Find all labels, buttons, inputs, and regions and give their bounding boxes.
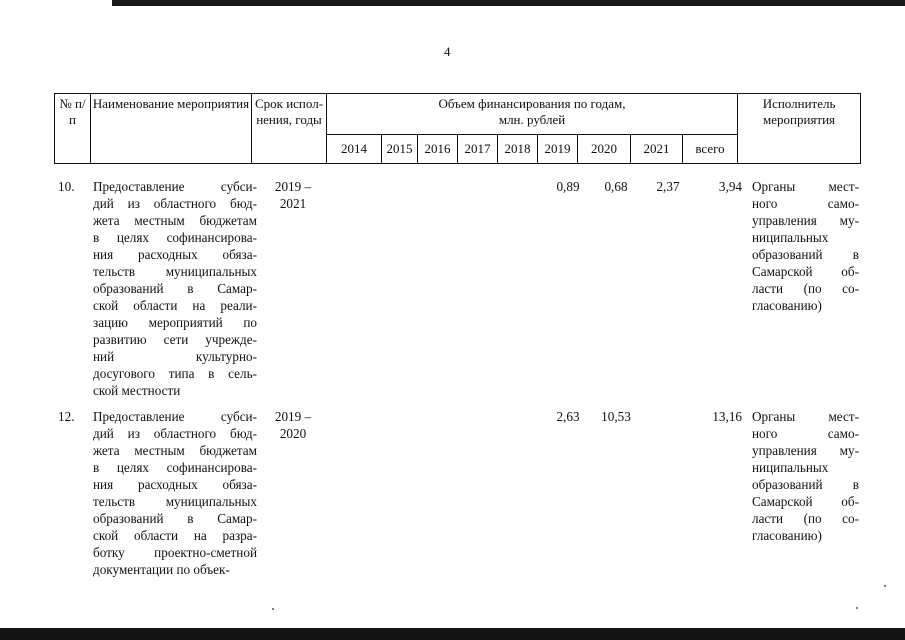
executor-line: ласти (по со- [752, 511, 859, 526]
scan-speck [272, 608, 274, 610]
header-name: Наименование мероприятия [91, 94, 252, 164]
table-header [54, 93, 861, 164]
value-2021: 2,37 [656, 179, 680, 194]
executor-line: управления му- [752, 443, 859, 458]
header-num: № п/п [55, 94, 91, 164]
row-num: 12. [58, 409, 75, 424]
executor-line: Самарской об- [752, 264, 859, 279]
header-executor: Исполнитель мероприятия [738, 94, 861, 164]
name-line: развитию сети учрежде- [93, 332, 257, 347]
name-line: образований в Самар- [93, 511, 257, 526]
name-line: дий из областного бюд- [93, 426, 257, 441]
name-line: в целях софинансирова- [93, 230, 257, 245]
header-year-total: всего [683, 135, 738, 164]
name-line: ской местности [93, 383, 181, 398]
header-year-2020: 2020 [578, 135, 631, 164]
row-executor [752, 178, 859, 314]
name-line: в целях софинансирова- [93, 460, 257, 475]
name-line: дий из областного бюд- [93, 196, 257, 211]
header-year-2017: 2017 [458, 135, 498, 164]
row-num: 10. [58, 179, 75, 194]
header-year-2015: 2015 [382, 135, 418, 164]
value-total: 13,16 [712, 409, 742, 424]
term-line: 2020 [279, 426, 307, 441]
name-line: тельств муниципальных [93, 264, 257, 279]
scan-edge-bottom [0, 628, 905, 640]
row-term [268, 178, 318, 212]
page-number: 4 [444, 44, 451, 59]
row-executor [752, 408, 859, 544]
row-name [93, 408, 257, 578]
executor-line: образований в [752, 247, 859, 262]
funding-title-line2: млн. рублей [498, 112, 566, 127]
name-line: документации по объек- [93, 562, 230, 577]
term-line: 2019 – [274, 409, 312, 424]
value-total: 3,94 [718, 179, 742, 194]
value-2020: 0,68 [604, 179, 628, 194]
name-line: досугового типа в сель- [93, 366, 257, 381]
name-line: ния расходных обяза- [93, 247, 257, 262]
name-line: Предоставление субси- [93, 179, 257, 194]
executor-line: образований в [752, 477, 859, 492]
name-line: ний культурно- [93, 349, 257, 364]
header-year-2019: 2019 [538, 135, 578, 164]
executor-line: гласованию) [752, 528, 822, 543]
header-funding [327, 94, 738, 135]
name-line: жета местным бюджетам [93, 443, 257, 458]
term-line: 2021 [279, 196, 307, 211]
value-2020: 10,53 [601, 409, 631, 424]
scan-speck [884, 585, 886, 587]
executor-line: ниципальных [752, 460, 829, 475]
header-term: Срок испол-нения, годы [252, 94, 327, 164]
header-year-2021: 2021 [631, 135, 683, 164]
executor-line: Самарской об- [752, 494, 859, 509]
name-line: зацию мероприятий по [93, 315, 257, 330]
header-year-2016: 2016 [418, 135, 458, 164]
executor-line: ласти (по со- [752, 281, 859, 296]
name-line: образований в Самар- [93, 281, 257, 296]
executor-line: ного само- [752, 196, 859, 211]
name-line: Предоставление субси- [93, 409, 257, 424]
scan-speck [856, 607, 858, 609]
header-year-2014: 2014 [327, 135, 382, 164]
header-year-2018: 2018 [498, 135, 538, 164]
executor-line: ниципальных [752, 230, 829, 245]
executor-line: Органы мест- [752, 179, 859, 194]
name-line: ния расходных обяза- [93, 477, 257, 492]
funding-title-line1: Объем финансирования по годам, [438, 96, 626, 111]
executor-line: ного само- [752, 426, 859, 441]
name-line: тельств муниципальных [93, 494, 257, 509]
row-name [93, 178, 257, 399]
name-line: ботку проектно-сметной [93, 545, 257, 560]
value-2019: 0,89 [556, 179, 580, 194]
executor-line: управления му- [752, 213, 859, 228]
term-line: 2019 – [274, 179, 312, 194]
executor-line: гласованию) [752, 298, 822, 313]
executor-line: Органы мест- [752, 409, 859, 424]
name-line: жета местным бюджетам [93, 213, 257, 228]
scan-edge-top [112, 0, 905, 6]
value-2019: 2,63 [556, 409, 580, 424]
row-term [268, 408, 318, 442]
name-line: ской области на реали- [93, 298, 257, 313]
name-line: ской области на разра- [93, 528, 257, 543]
